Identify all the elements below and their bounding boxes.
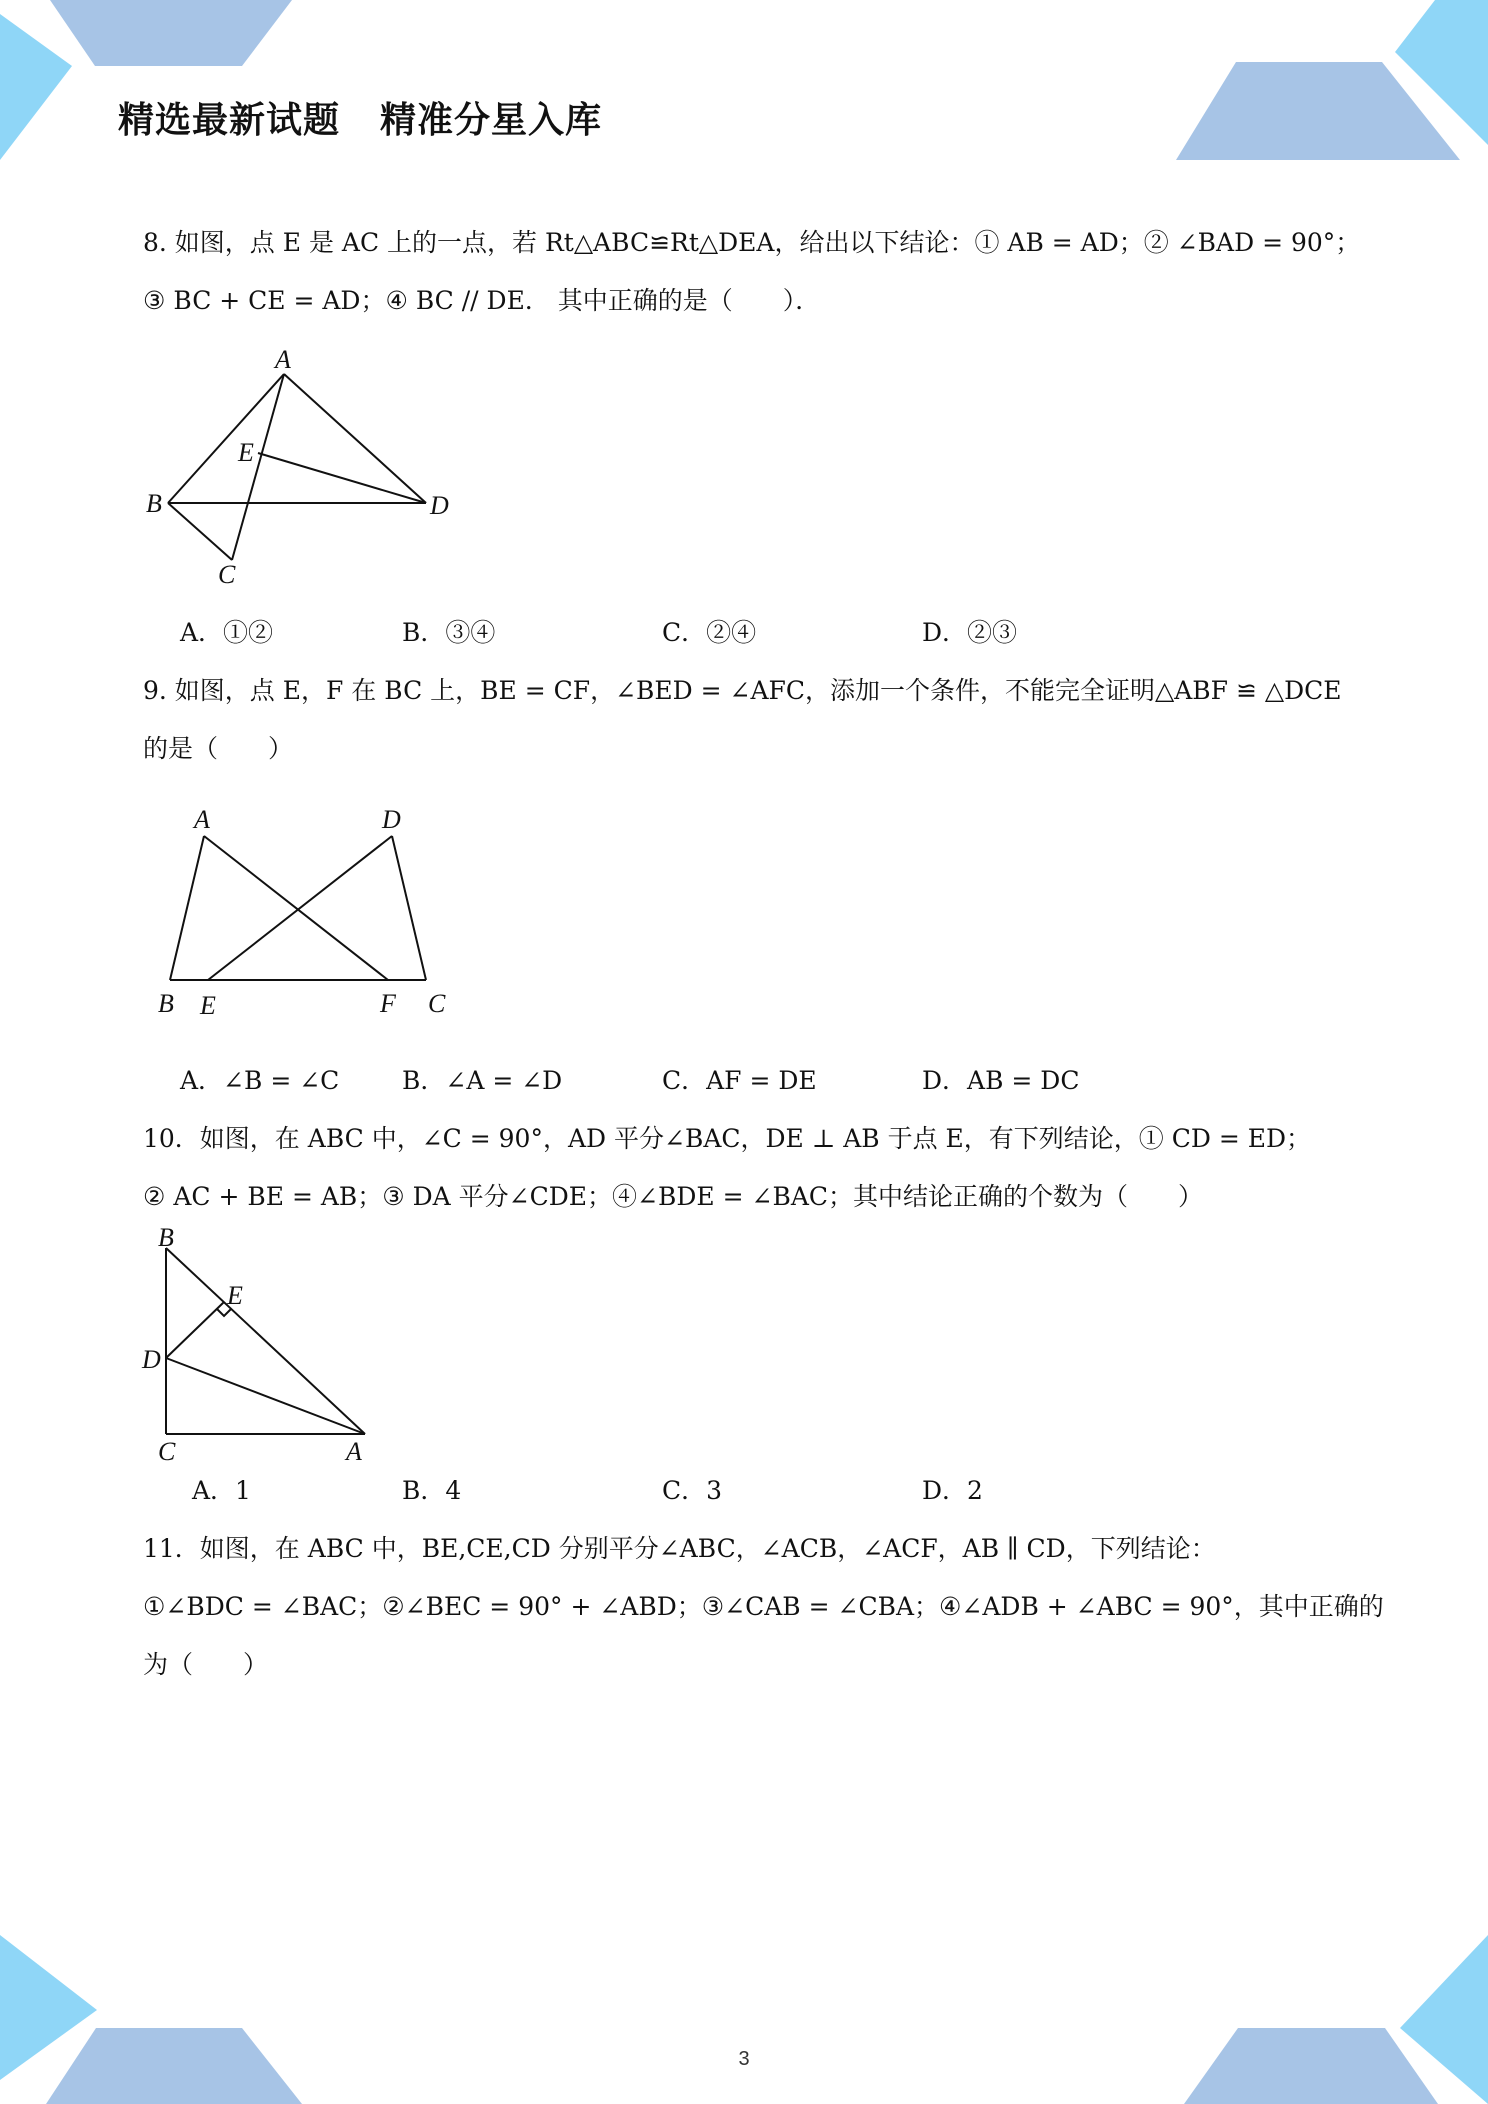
q9-seg-DE [208,836,392,980]
q9-seg-AB [170,836,204,980]
q9-text-line1: 9. 如图，点 E，F 在 BC 上，BE = CF，∠BED = ∠AFC，添加一个条件，不能完全证明△ABF ≌ △DCE [143,676,1342,705]
q8-label-E: E [238,438,254,467]
header-title-right: 精准分星入库 [380,100,603,141]
q10-figure [135,1222,385,1467]
deco-top-left-light [0,14,72,160]
q9-label-A: A [194,805,210,834]
q8-figure [140,340,460,595]
q10-seg-BA [166,1248,365,1434]
q8-text-line1: 8. 如图，点 E 是 AC 上的一点，若 Rt△ABC≌Rt△DEA，给出以下结论：① AB = AD；② ∠BAD = 90°； [143,228,1361,257]
q9-label-F: F [380,989,396,1018]
q11-text-line2: ①∠BDC = ∠BAC；②∠BEC = 90° + ∠ABD；③∠CAB = ∠CBA；④∠ADB + ∠ABC = 90°，其中正确的 [143,1592,1384,1621]
q8-option-d[interactable]: D．②③ [922,618,1018,647]
q9-seg-AF [204,836,388,980]
q8-seg-ED [258,453,426,503]
q9-option-a[interactable]: A．∠B = ∠C [180,1066,340,1095]
q10-label-D: D [142,1345,161,1374]
deco-bottom-right-light [1400,1935,1488,2104]
deco-top-right-dark [1176,62,1460,160]
q10-label-A: A [346,1437,362,1466]
page-header [118,92,602,143]
q10-option-a[interactable]: A．1 [192,1476,251,1505]
q8-label-A: A [275,345,291,374]
q10-option-b[interactable]: B．4 [402,1476,462,1505]
q8-option-c[interactable]: C．②④ [662,618,757,647]
q10-text-line2: ② AC + BE = AB；③ DA 平分∠CDE；④∠BDE = ∠BAC；其中结论正确的个数为（ ） [143,1182,1203,1211]
q10-option-c[interactable]: C．3 [662,1476,723,1505]
page-number: 3 [738,2048,750,2070]
q8-label-C: C [218,560,236,589]
q10-right-angle-mark [217,1309,231,1316]
q9-figure [150,800,460,1025]
q10-text-line1: 10．如图，在 ABC 中，∠C = 90°，AD 平分∠BAC，DE ⊥ AB 于点 E，有下列结论，① CD = ED； [143,1124,1312,1153]
q9-seg-DC [392,836,426,980]
q11-text-line1: 11．如图，在 ABC 中，BE,CE,CD 分别平分∠ABC，∠ACB，∠ACF，AB ∥ CD，下列结论： [143,1534,1216,1563]
q8-seg-BC [168,503,232,560]
q8-option-b[interactable]: B．③④ [402,618,496,647]
q8-label-B: B [146,489,162,518]
q9-label-D: D [382,805,401,834]
q10-seg-DA [166,1358,365,1434]
q8-seg-AD [284,374,426,503]
q9-option-b[interactable]: B．∠A = ∠D [402,1066,563,1095]
q9-label-C: C [428,989,446,1018]
q10-label-C: C [158,1437,176,1466]
header-title-left: 精选最新试题 [118,100,341,141]
q9-label-E: E [200,991,216,1020]
q8-label-D: D [430,491,449,520]
q10-label-E: E [227,1281,243,1310]
q9-text-line2: 的是（ ） [143,734,294,763]
q9-option-d[interactable]: D．AB = DC [922,1066,1080,1095]
q8-text-line2: ③ BC + CE = AD；④ BC // DE． 其中正确的是（ ）． [143,286,821,315]
deco-top-right-light [1395,0,1488,145]
q8-option-a[interactable]: A．①② [180,618,274,647]
q10-label-B: B [158,1223,174,1252]
q9-label-B: B [158,989,174,1018]
q11-text-line3: 为（ ） [143,1650,269,1679]
q10-seg-DE [166,1302,224,1358]
q9-option-c[interactable]: C．AF = DE [662,1066,817,1095]
deco-top-left-dark [50,0,292,66]
q10-option-d[interactable]: D．2 [922,1476,983,1505]
